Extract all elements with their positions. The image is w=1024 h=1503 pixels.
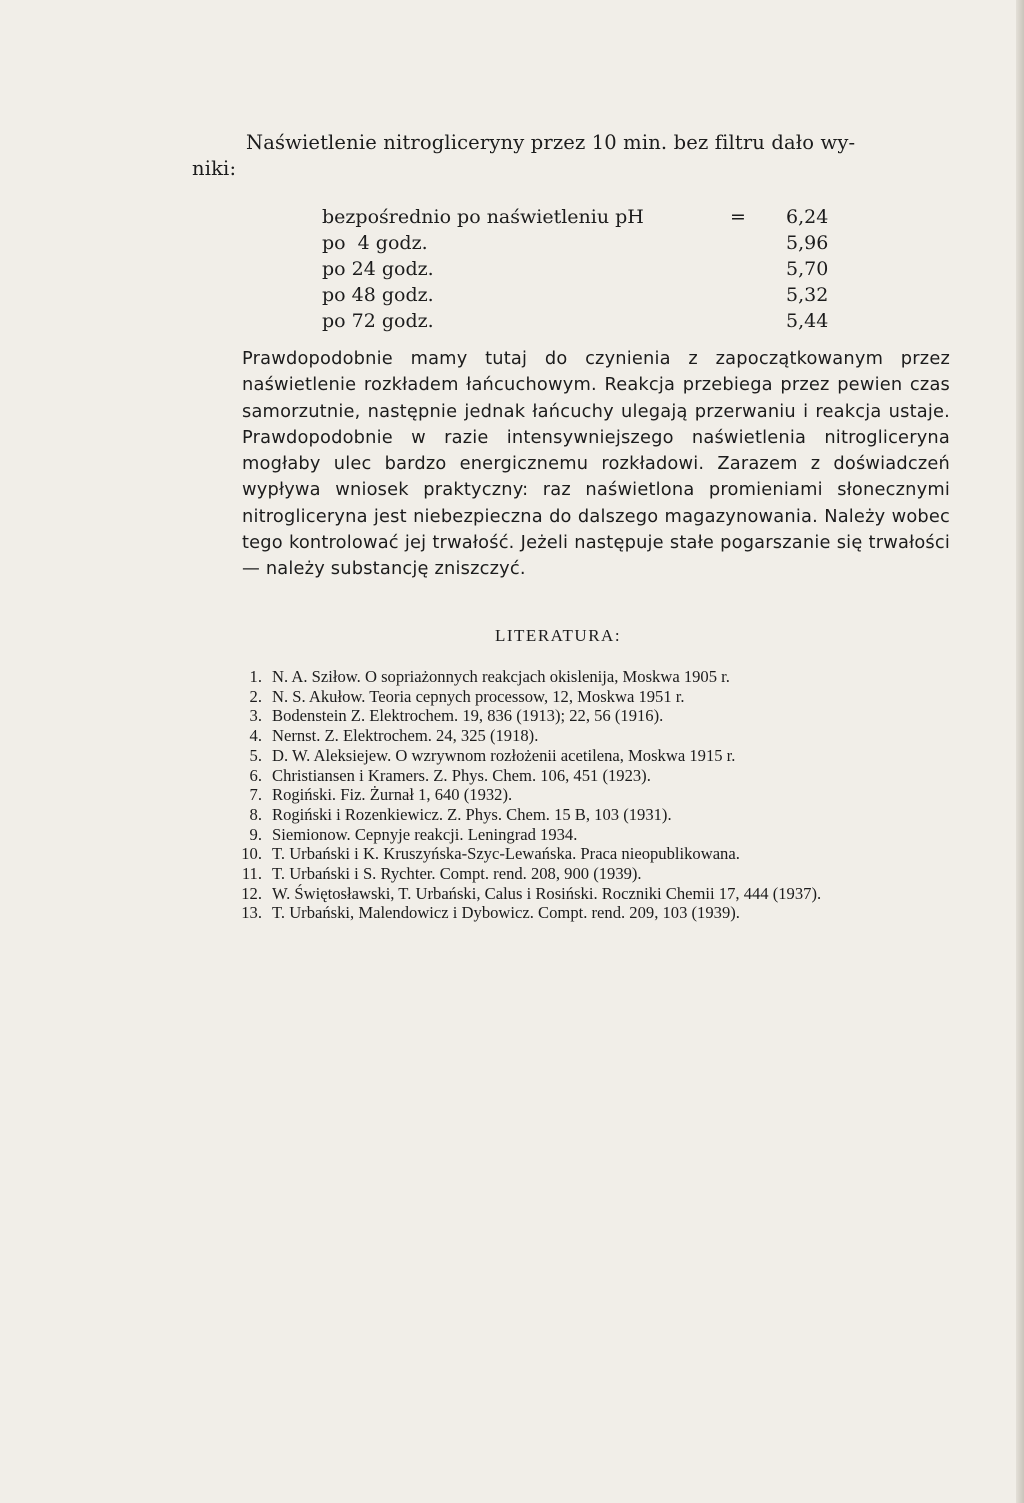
measurement-table [322, 204, 846, 334]
measurement-equals [712, 230, 786, 256]
reference-number: 7. [249, 785, 262, 805]
measurement-label: po 48 godz. [322, 284, 434, 306]
reference-item [220, 825, 960, 845]
intro-line-1: Naświetlenie nitrogliceryny przez 10 min. bez filtru dało wy- [246, 131, 856, 154]
reference-item [220, 864, 960, 884]
reference-item [220, 785, 960, 805]
measurement-value: 5,32 [786, 284, 829, 306]
measurement-value: 5,96 [786, 232, 829, 254]
literature-heading: LITERATURA: [495, 626, 622, 645]
intro-line-2: niki: [192, 157, 237, 180]
reference-number: 2. [249, 686, 262, 706]
reference-item [220, 726, 960, 746]
measurement-value: 5,70 [786, 258, 829, 280]
reference-text: T. Urbański i S. Rychter. Compt. rend. 208, 900 (1939). [272, 864, 642, 884]
reference-item [220, 766, 960, 786]
measurement-row [322, 308, 846, 334]
page-edge [1016, 0, 1024, 1503]
reference-text: Rogiński. Fiz. Żurnał 1, 640 (1932). [272, 785, 513, 805]
reference-item [220, 687, 960, 707]
measurement-label: po 72 godz. [322, 310, 434, 332]
reference-number: 13. [241, 903, 262, 923]
measurement-equals: = [730, 206, 746, 228]
reference-item [220, 903, 960, 923]
reference-item [220, 884, 960, 904]
reference-number: 11. [241, 864, 262, 884]
measurement-row [322, 256, 846, 282]
measurement-equals [712, 256, 786, 282]
measurement-label: po 4 godz. [322, 232, 428, 254]
intro-text [192, 130, 950, 182]
intro-block [192, 130, 950, 182]
measurement-row [322, 282, 846, 308]
reference-item [220, 706, 960, 726]
measurement-label: po 24 godz. [322, 258, 434, 280]
reference-text: N. S. Akułow. Teoria cepnych processow, 12, Moskwa 1951 r. [272, 686, 685, 706]
measurement-value: 5,44 [786, 310, 829, 332]
reference-number: 10. [241, 844, 262, 864]
reference-item [220, 805, 960, 825]
reference-text: Bodenstein Z. Elektrochem. 19, 836 (1913); 22, 56 (1916). [272, 706, 664, 726]
reference-text: Siemionow. Cepnyje reakcji. Leningrad 1934. [272, 824, 578, 844]
reference-text: T. Urbański, Malendowicz i Dybowicz. Compt. rend. 209, 103 (1939). [272, 903, 740, 923]
measurement-label: bezpośrednio po naświetleniu pH [322, 206, 644, 228]
measurement-value: 6,24 [786, 206, 829, 228]
reference-text: N. A. Sziłow. O sopriażonnych reakcjach okislenija, Moskwa 1905 r. [272, 667, 730, 686]
reference-text: T. Urbański i K. Kruszyńska-Szyc-Lewańska. Praca nieopublikowana. [272, 844, 740, 864]
reference-number: 8. [249, 804, 262, 824]
measurement-row [322, 230, 846, 256]
reference-text: Christiansen i Kramers. Z. Phys. Chem. 106, 451 (1923). [272, 765, 651, 785]
reference-text: W. Świętosławski, T. Urbański, Calus i Rosiński. Roczniki Chemii 17, 444 (1937). [272, 883, 822, 903]
reference-number: 4. [249, 726, 262, 746]
reference-item [220, 746, 960, 766]
reference-number: 6. [249, 765, 262, 785]
reference-text: D. W. Aleksiejew. O wzrywnom rozłożenii acetilena, Moskwa 1915 r. [272, 745, 736, 765]
reference-item [220, 667, 960, 687]
reference-number: 1. [249, 667, 262, 686]
measurement-equals [712, 308, 786, 334]
reference-item [220, 844, 960, 864]
measurement-equals [712, 282, 786, 308]
reference-number: 5. [249, 745, 262, 765]
measurement-row [322, 204, 846, 230]
reference-number: 9. [249, 824, 262, 844]
paragraph-text: Prawdopodobnie mamy tutaj do czynienia z zapoczątkowanym przez naświetlenie rozkładem łańcuchowym. Reakcja przebiega przez pewien czas samorzutnie, następnie jednak łańcuchy ulegają przerwaniu i reakcja ustaje. Prawdopodobnie w razie intensywniejszego naświetlenia nitrogliceryna mogłaby ulec bardzo energicznemu rozkładowi. Zarazem z doświadczeń wypływa wniosek praktyczny: raz naświetlona promieniami słonecznymi nitrogliceryna jest niebezpieczna do dalszego magazynowania. Należy wobec tego kontrolować jej trwałość. Jeżeli następuje stałe pogarszanie się trwałości — należy substancję zniszczyć. [242, 348, 950, 580]
reference-list [220, 667, 960, 923]
body-paragraph [192, 346, 950, 583]
reference-text: Rogiński i Rozenkiewicz. Z. Phys. Chem. 15 B, 103 (1931). [272, 804, 672, 824]
reference-number: 3. [249, 706, 262, 726]
reference-number: 12. [241, 883, 262, 903]
reference-text: Nernst. Z. Elektrochem. 24, 325 (1918). [272, 726, 539, 746]
